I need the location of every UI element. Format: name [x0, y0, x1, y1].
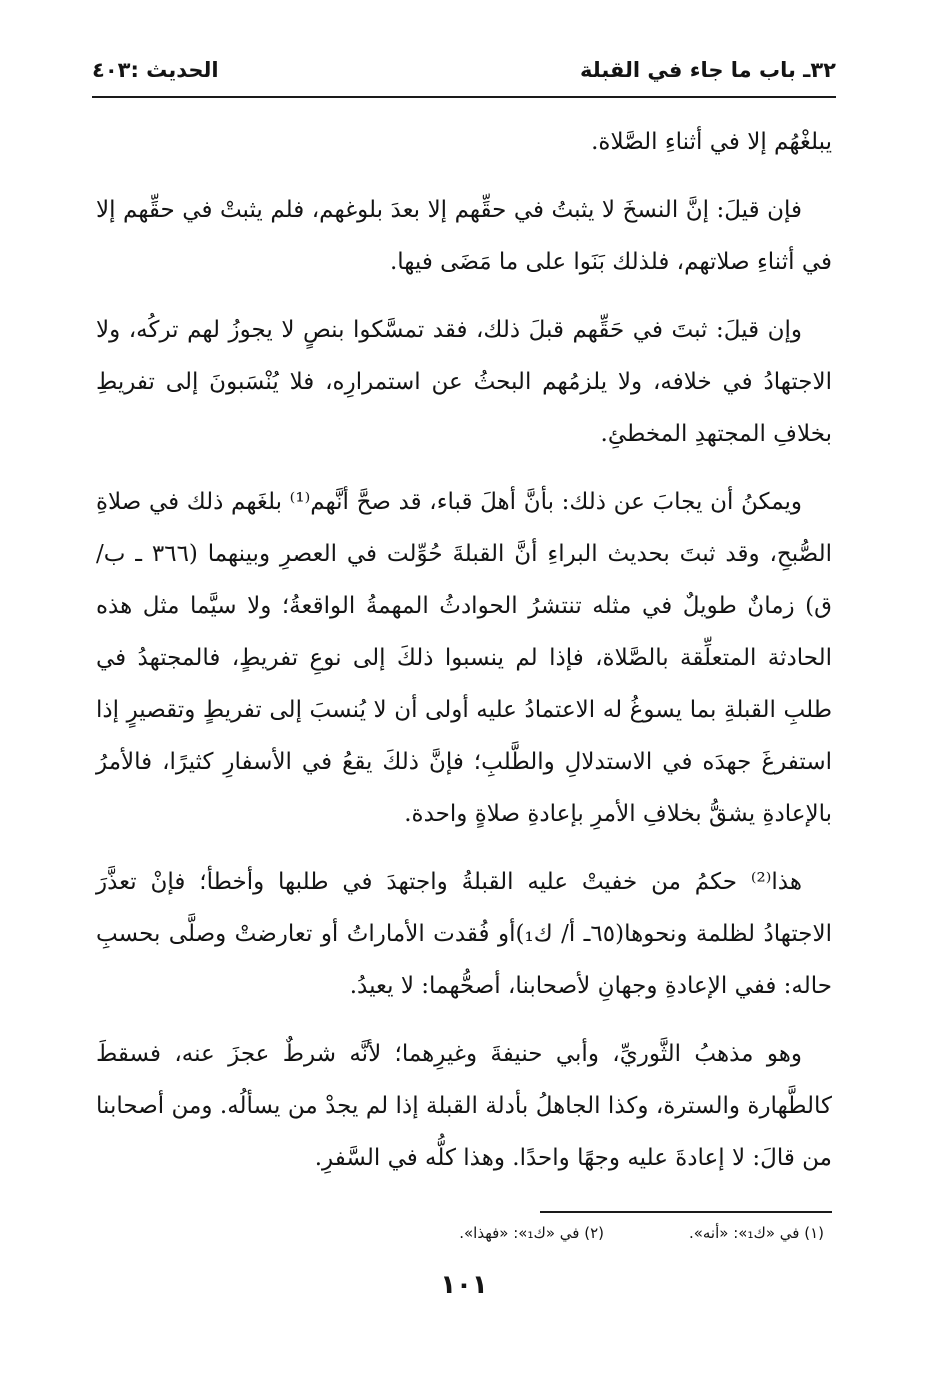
paragraph-response: ويمكنُ أن يجابَ عن ذلك: بأنَّ أهلَ قباء، قد صحَّ أنَّهم⁽¹⁾ بلغَهم ذلك في صلاةِ الصُّبحِ، وقد ثبتَ بحديث البراءِ أنَّ القبلةَ حُوِّلت في العصرِ وبينهما (٣٦٦ ـ ب/ ق) زمانٌ طويلٌ في مثله تنتشرُ الحوادثُ المهمةُ الواقعةُ؛ ولا سيَّما مثل هذه الحادثة المتعلِّقة بالصَّلاة، فإذا لم ينسبوا ذلكَ إلى نوعِ تفريطٍ، فالمجتهدُ في طلبِ القبلةِ بما يسوغُ له الاعتمادُ عليه أولى أن لا يُنسبَ إلى تفريطٍ وتقصيرٍ إذا استفرغَ جهدَه في الاستدلالِ والطَّلبِ؛ فإنَّ ذلكَ يقعُ في الأسفارِ كثيرًا، فالأمرُ بالإعادةِ يشقُّ بخلافِ الأمرِ بإعادةِ صلاةٍ واحدة.: [96, 489, 832, 827]
hadith-number: الحديث :٤٠٣: [92, 58, 219, 82]
paragraph-ruling: هذا⁽²⁾ حكمُ من خفيتْ عليه القبلةُ واجتهدَ في طلبها وأخطأ؛ فإنْ تعذَّرَ الاجتهادُ لظلمة ونحوها(٦٥ـ أ/ ك₁)أو فُقدت الأماراتُ أو تعارضتْ وصلَّى بحسبِ حاله: ففي الإعادةِ وجهانِ لأصحابنا، أصحُّهما: لا يعيدُ.: [96, 869, 832, 999]
body-text: [96, 116, 832, 1200]
running-header: [92, 56, 836, 98]
page-number: ١٠١: [440, 1270, 488, 1300]
footnote-1: (١) في «ك₁»: «أنه».: [688, 1224, 824, 1242]
paragraph-continuation: يبلغْهُم إلا في أثناءِ الصَّلاة.: [591, 129, 832, 155]
chapter-title: ٣٢ـ باب ما جاء في القبلة: [580, 58, 836, 82]
footnote-separator: [540, 1211, 832, 1213]
paragraph-first-objection: فإن قيلَ: إنَّ النسخَ لا يثبتُ في حقِّهم إلا بعدَ بلوغهم، فلم يثبتْ في حقِّهم إلا في أثناءِ صلاتهم، فلذلك بَنَوا على ما مَضَى فيها.: [96, 197, 832, 275]
footnote-2: (٢) في «ك₁»: «فهذا».: [459, 1224, 604, 1242]
paragraph-second-objection: وإن قيلَ: ثبتَ في حَقِّهم قبلَ ذلك، فقد تمسَّكوا بنصٍ لا يجوزُ لهم تركُه، ولا الاجتهادُ في خلافه، ولا يلزمُهم البحثُ عن استمرارِه، فلا يُنْسَبونَ إلى تفريطِ بخلافِ المجتهدِ المخطئِ.: [96, 317, 832, 447]
footnotes: [380, 1224, 824, 1252]
paragraph-madhhab: وهو مذهبُ الثَّوريِّ، وأبي حنيفةَ وغيرِهما؛ لأنَّه شرطٌ عجزَ عنه، فسقطَ كالطَّهارة والسترة، وكذا الجاهلُ بأدلة القبلة إذا لم يجدْ من يسألُه. ومن أصحابنا من قالَ: لا إعادةَ عليه وجهًا واحدًا. وهذا كلُّه في السَّفرِ.: [96, 1041, 832, 1171]
